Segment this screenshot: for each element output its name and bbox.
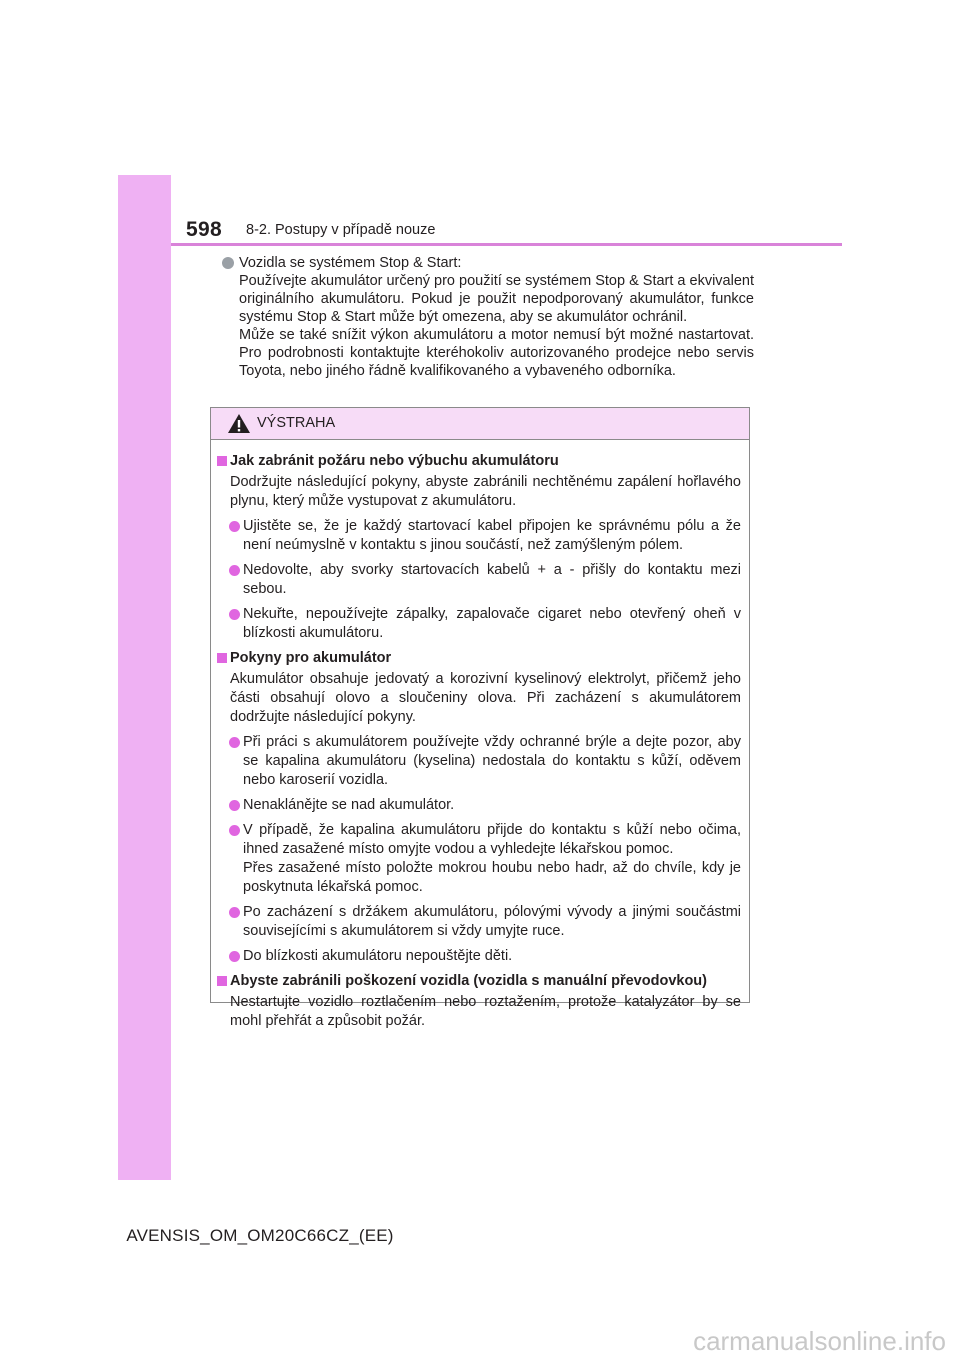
grey-bullet-icon: [222, 257, 234, 269]
intro-title: Vozidla se systémem Stop & Start:: [239, 255, 462, 271]
list-item: Do blízkosti akumulátoru nepouštějte děti.: [216, 947, 741, 966]
page-number: 598: [186, 218, 222, 241]
warning-header: [211, 408, 749, 440]
square-bullet-icon: [217, 456, 227, 466]
warning-body: [211, 440, 749, 1031]
circle-bullet-icon: [229, 565, 240, 576]
circle-bullet-icon: [229, 737, 240, 748]
list-item: Při práci s akumulátorem používejte vždy ochranné brýle a dejte pozor, aby se kapalina akumulátoru (kyselina) nedostala do kontaktu s kůží, oděvem nebo karoserií vozidla.: [216, 733, 741, 790]
header-rule: [171, 243, 842, 246]
section-heading: Pokyny pro akumulátor: [216, 649, 741, 668]
section-text: Akumulátor obsahuje jedovatý a korozivní kyselinový elektrolyt, přičemž jeho části obsahují olovo a sloučeniny olova. Při zacházení s akumulátorem dodržujte následující pokyny.: [230, 671, 741, 725]
circle-bullet-icon: [229, 825, 240, 836]
list-item: Nenaklánějte se nad akumulátor.: [216, 796, 741, 815]
list-item: Ujistěte se, že je každý startovací kabel připojen ke správnému pólu a že není neúmyslně v kontaktu s jinou součástí, než zamýšleným pólem.: [216, 517, 741, 555]
section-heading: Abyste zabránili poškození vozidla (vozidla s manuální převodovkou): [216, 972, 741, 991]
warning-title: VÝSTRAHA: [257, 415, 336, 431]
list-item: V případě, že kapalina akumulátoru přijde do kontaktu s kůží nebo očima, ihned zasažené místo omyjte vodou a vyhledejte lékařskou pomoc. Přes zasažené místo položte mokrou houbu nebo hadr, až do chvíle, kdy je poskytnuta lékařská pomoc.: [216, 821, 741, 897]
intro-paragraph-2: Může se také snížit výkon akumulátoru a motor nemusí být možné nastartovat. Pro podrobnosti kontaktujte kteréhokoliv autorizovaného prodejce nebo servis Toyota, nebo jiného řádně kvalifikovaného a vybaveného odborníka.: [239, 327, 754, 379]
circle-bullet-icon: [229, 800, 240, 811]
document-code: AVENSIS_OM_OM20C66CZ_(EE): [126, 1226, 394, 1245]
warning-triangle-icon: [227, 413, 251, 434]
chapter-side-bar: [118, 175, 171, 1180]
section-text: Dodržujte následující pokyny, abyste zabránili nechtěnému zapálení hořlavého plynu, který může vystupovat z akumulátoru.: [230, 474, 741, 509]
section-title: 8-2. Postupy v případě nouze: [246, 222, 436, 238]
intro-paragraph-1: Používejte akumulátor určený pro použití se systémem Stop & Start a ekvivalent originálního akumulátoru. Pokud je použit nepodporovaný akumulátor, funkce systému Stop & Start může být omezena, aby se akumulátor ochránil.: [239, 273, 754, 325]
list-item: Nedovolte, aby svorky startovacích kabelů + a - přišly do kontaktu mezi sebou.: [216, 561, 741, 599]
intro-block: [222, 254, 754, 380]
circle-bullet-icon: [229, 609, 240, 620]
list-item: Nekuřte, nepoužívejte zápalky, zapalovače cigaret nebo otevřený oheň v blízkosti akumulátoru.: [216, 605, 741, 643]
square-bullet-icon: [217, 976, 227, 986]
warning-box: [210, 407, 750, 1029]
circle-bullet-icon: [229, 951, 240, 962]
circle-bullet-icon: [229, 521, 240, 532]
list-item: Po zacházení s držákem akumulátoru, pólovými vývody a jinými součástmi souvisejícími s akumulátorem si vždy umyjte ruce.: [216, 903, 741, 941]
watermark: carmanualsonline.info: [693, 1326, 946, 1356]
circle-bullet-icon: [229, 907, 240, 918]
section-text: Nestartujte vozidlo roztlačením nebo roztažením, protože katalyzátor by se mohl přehřát a způsobit požár.: [230, 994, 741, 1029]
section-heading: Jak zabránit požáru nebo výbuchu akumulátoru: [216, 452, 741, 471]
square-bullet-icon: [217, 653, 227, 663]
